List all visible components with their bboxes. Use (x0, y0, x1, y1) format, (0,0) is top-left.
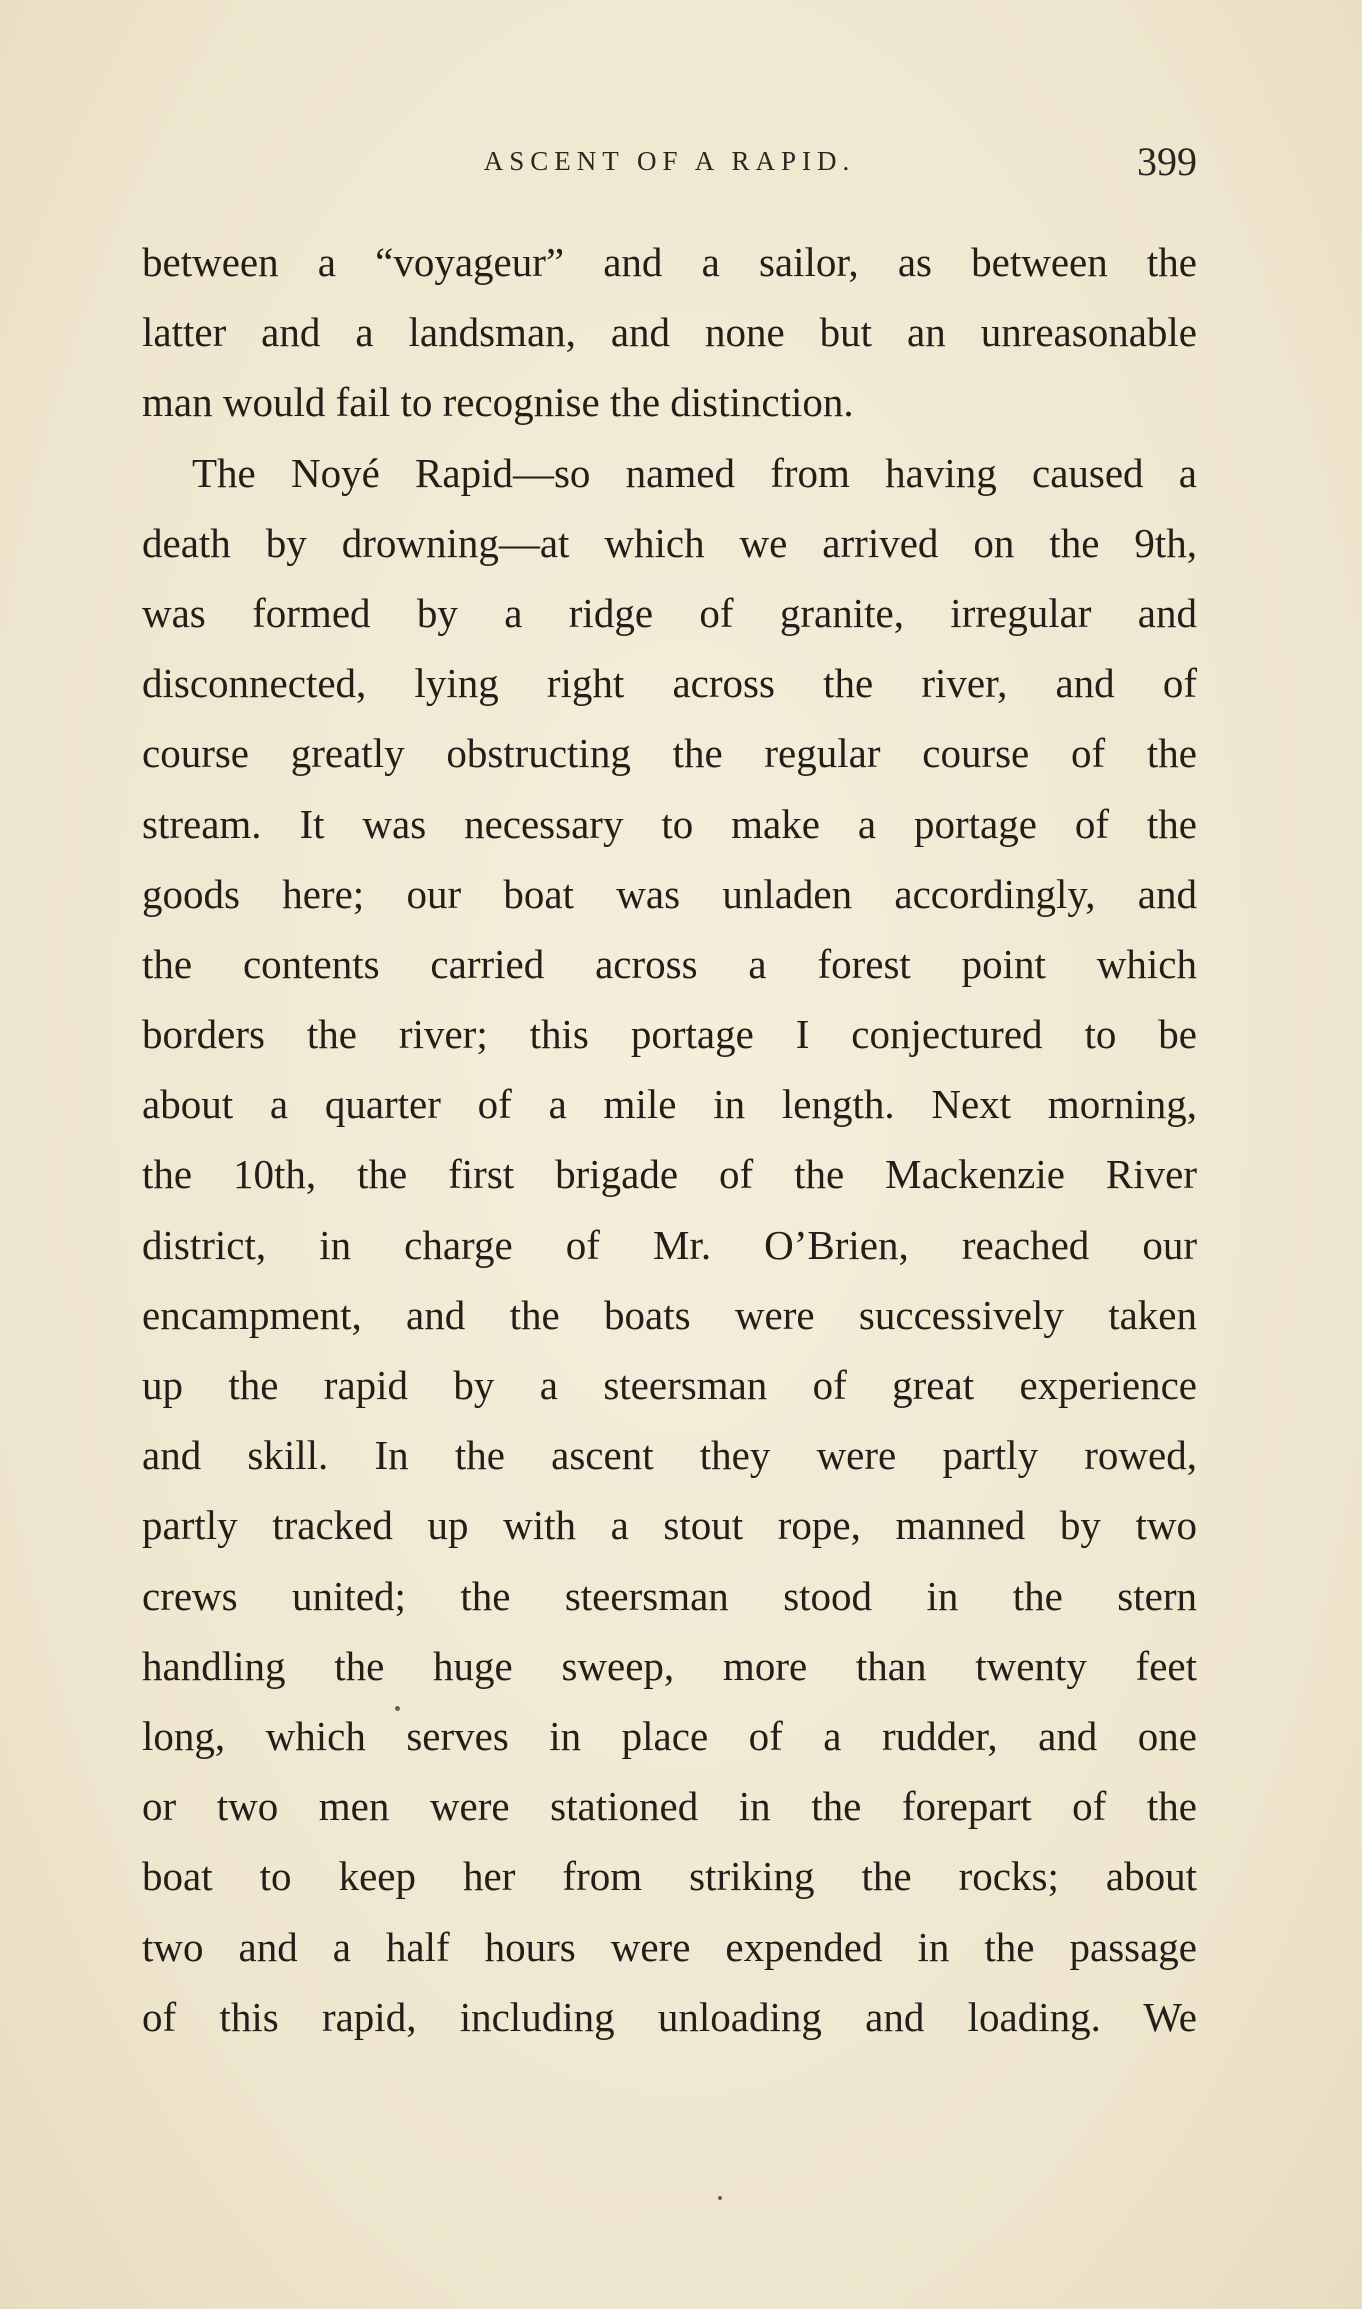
text-line: crews united; the steersman stood in the stern (142, 1572, 1197, 1619)
page-number: 399 (1137, 139, 1197, 184)
text-line: was formed by a ridge of granite, irregular and (142, 589, 1197, 636)
text-line: of this rapid, including unloading and loading. We (142, 1993, 1197, 2040)
running-title: ASCENT OF A RAPID. (483, 146, 856, 176)
text-line: or two men were stationed in the forepart of the (142, 1783, 1197, 1830)
text-line: stream. It was necessary to make a portage of the (142, 800, 1197, 847)
text-line: up the rapid by a steersman of great experience (142, 1362, 1197, 1408)
text-line: between a “voyageur” and a sailor, as between the (142, 239, 1197, 285)
text-line: handling the huge sweep, more than twenty feet (142, 1642, 1197, 1689)
text-line: long, which serves in place of a rudder, and one (142, 1712, 1197, 1759)
running-header (142, 138, 1197, 188)
text-line: encampment, and the boats were successively taken (142, 1291, 1197, 1338)
text-line: borders the river; this portage I conjectured to be (142, 1011, 1197, 1058)
text-line: death by drowning—at which we arrived on the 9th, (142, 519, 1197, 566)
text-line: district, in charge of Mr. O’Brien, reached our (142, 1221, 1197, 1268)
text-line: man would fail to recognise the distinction. (142, 379, 854, 426)
text-line: the contents carried across a forest point which (142, 940, 1197, 987)
text-line: the 10th, the first brigade of the Mackenzie River (142, 1151, 1197, 1198)
paper-speck (395, 1706, 400, 1711)
text-line: and skill. In the ascent they were partly rowed, (142, 1432, 1197, 1479)
text-line: disconnected, lying right across the river, and of (142, 660, 1197, 707)
text-line: two and a half hours were expended in the passage (142, 1923, 1197, 1970)
text-line: The Noyé Rapid—so named from having caused a (192, 449, 1197, 496)
paper-speck (718, 2196, 722, 2200)
body-text (142, 234, 1197, 2059)
text-line: course greatly obstructing the regular course of the (142, 730, 1197, 777)
text-line: about a quarter of a mile in length. Next morning, (142, 1081, 1197, 1128)
text-line: partly tracked up with a stout rope, manned by two (142, 1502, 1197, 1549)
text-line: boat to keep her from striking the rocks; about (142, 1853, 1197, 1900)
text-line: latter and a landsman, and none but an unreasonable (142, 309, 1197, 356)
text-line: goods here; our boat was unladen accordingly, and (142, 870, 1197, 917)
